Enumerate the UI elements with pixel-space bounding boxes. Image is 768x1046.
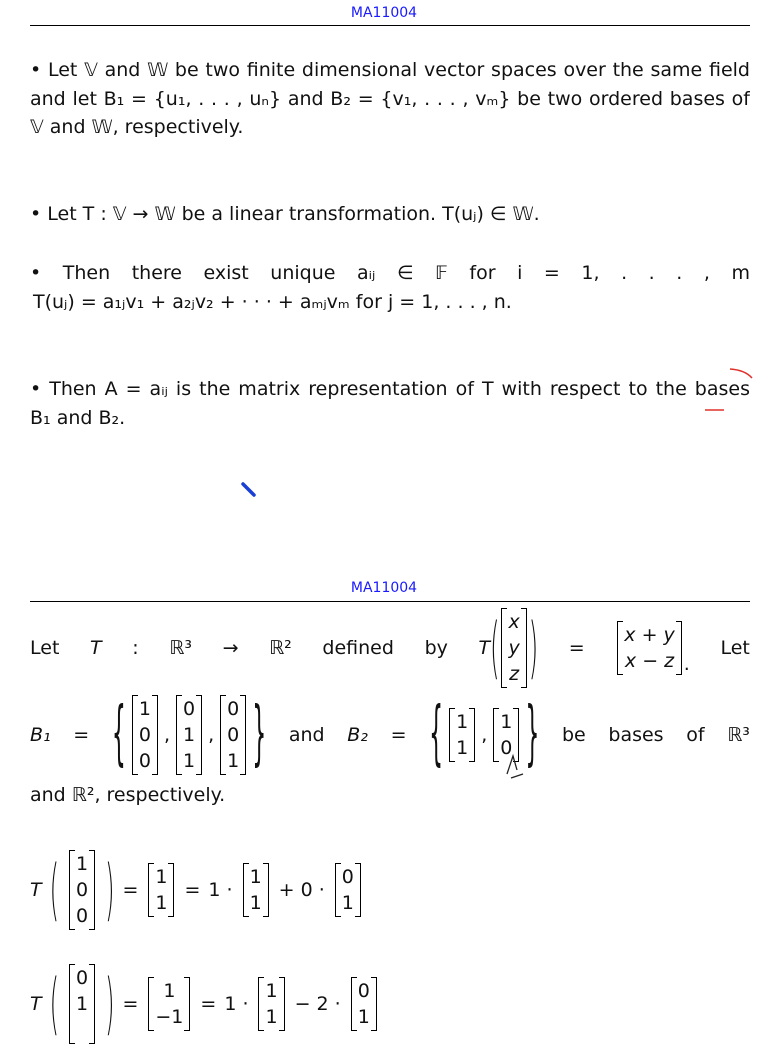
math-set: ℝ³: [169, 637, 192, 659]
text: be: [562, 724, 586, 746]
matrix-entry: 0: [138, 724, 151, 746]
matrix-entry: 1: [155, 866, 168, 888]
math-var: T: [478, 637, 491, 659]
output-vector: [617, 621, 682, 675]
paren: (: [49, 964, 59, 1044]
equals: =: [122, 993, 139, 1015]
matrix-entry: x: [508, 611, 520, 633]
matrix-entry: 0: [75, 905, 89, 927]
math-var: B₂: [347, 724, 368, 746]
bullet-text: B₁ and B₂.: [30, 407, 126, 429]
matrix-entry: 1: [500, 711, 513, 733]
brace: {: [111, 695, 126, 775]
comma: ,: [481, 724, 488, 746]
bullet-text: 𝕍 and 𝕎, respectively.: [30, 116, 244, 138]
text: by: [424, 637, 448, 659]
input-vector: [69, 964, 95, 1044]
basis-vector: [243, 863, 269, 917]
result-vector: [148, 863, 174, 917]
basis-vector: [258, 977, 284, 1031]
matrix-entry: 1: [155, 892, 168, 914]
brace: }: [525, 695, 540, 775]
basis-vector: [351, 977, 377, 1031]
equals: =: [200, 993, 217, 1015]
text: .: [683, 653, 690, 675]
slide-header: MA11004: [350, 580, 418, 596]
coefficient: 1 ·: [224, 993, 249, 1015]
bullet-text: • Let 𝕍 and 𝕎 be two finite dimensional vector spaces over the same field: [30, 59, 750, 81]
paren: (: [49, 850, 59, 930]
header-rule: [30, 601, 750, 602]
matrix-entry: 1: [163, 980, 176, 1002]
matrix-entry: 1: [265, 980, 278, 1002]
text: and: [288, 724, 325, 746]
basis-vector: [132, 695, 158, 775]
paren: (: [490, 608, 500, 688]
input-vector: [69, 850, 95, 930]
paren: ): [105, 850, 115, 930]
matrix-entry: 0: [500, 737, 513, 759]
definition-line: [30, 607, 750, 689]
brace: {: [429, 695, 444, 775]
matrix-entry: 0: [227, 698, 240, 720]
input-vector: [501, 608, 526, 688]
brace: }: [252, 695, 267, 775]
bullet-text: • Let T : 𝕍 → 𝕎 be a linear transformation. T(uⱼ) ∈ 𝕎.: [30, 203, 540, 225]
matrix-entry: 0: [341, 866, 354, 888]
bullet-text: and let B₁ = {u₁, . . . , uₙ} and B₂ = {v₁, . . . , vₘ} be two ordered bases of: [30, 88, 750, 110]
matrix-entry: 0: [138, 750, 151, 772]
equals: =: [568, 637, 585, 659]
equation-1: [30, 848, 750, 932]
arrow-symbol: →: [222, 637, 239, 659]
text: Let: [720, 637, 750, 659]
equals: =: [390, 724, 407, 746]
matrix-entry: 0: [357, 980, 370, 1002]
matrix-entry: 0: [183, 698, 196, 720]
matrix-entry: 1: [341, 892, 354, 914]
bullet-text: T(uⱼ) = a₁ⱼv₁ + a₂ⱼv₂ + · · · + aₘⱼvₘ for j = 1, . . . , n.: [33, 291, 512, 313]
coefficient: + 0 ·: [278, 879, 325, 901]
matrix-entry: −1: [155, 1006, 184, 1028]
matrix-entry: z: [509, 663, 520, 685]
matrix-entry: 1: [265, 1006, 278, 1028]
text: bases: [608, 724, 664, 746]
math-var: T: [90, 637, 102, 659]
handwritten-scribble: [503, 752, 527, 782]
math-set: ℝ³: [727, 724, 750, 746]
math-var: B₁: [30, 724, 51, 746]
text: :: [132, 637, 139, 659]
equals: =: [184, 879, 201, 901]
matrix-entry: 1: [249, 892, 262, 914]
matrix-entry: 1: [183, 750, 196, 772]
comma: ,: [208, 724, 215, 746]
comma: ,: [163, 724, 170, 746]
paren: ): [105, 964, 115, 1044]
math-set: ℝ²: [269, 637, 292, 659]
text: of: [686, 724, 705, 746]
paren: ): [528, 608, 539, 688]
red-pen-stroke: [730, 369, 752, 378]
matrix-entry: x − z: [624, 650, 675, 672]
matrix-entry: y: [508, 637, 520, 659]
matrix-entry: 1: [456, 711, 469, 733]
math-var: T: [30, 993, 42, 1015]
result-vector: [148, 977, 190, 1031]
equals: =: [73, 724, 90, 746]
matrix-entry: 0: [227, 724, 240, 746]
matrix-entry: 0: [75, 967, 89, 989]
blue-pen-stroke: [243, 484, 254, 495]
coefficient: − 2 ·: [294, 993, 341, 1015]
text: defined: [322, 637, 394, 659]
bases-line: [30, 693, 750, 777]
matrix-entry: 1: [249, 866, 262, 888]
equals: =: [122, 879, 139, 901]
text: Let: [30, 637, 60, 659]
equation-2: [30, 962, 750, 1046]
matrix-entry: 1: [183, 724, 196, 746]
bullet-text: • Then A = aᵢⱼ is the matrix representation of T with respect to the bases: [30, 378, 750, 400]
basis-vector: [449, 708, 475, 762]
matrix-entry: 1: [75, 993, 89, 1015]
matrix-entry: 1: [138, 698, 151, 720]
math-var: T: [30, 879, 42, 901]
matrix-entry: 0: [75, 879, 89, 901]
basis-vector: [176, 695, 202, 775]
matrix-entry: x + y: [624, 624, 675, 646]
basis-vector: [335, 863, 361, 917]
slide-header: MA11004: [350, 5, 418, 21]
matrix-entry: 1: [357, 1006, 370, 1028]
basis-vector: [220, 695, 246, 775]
bullet-text: • Then there exist unique aᵢⱼ ∈ 𝔽 for i = 1, . . . , m: [30, 262, 750, 284]
matrix-entry: 1: [456, 737, 469, 759]
matrix-entry: 1: [227, 750, 240, 772]
text-line: and ℝ², respectively.: [30, 784, 226, 806]
matrix-entry: [76, 1017, 88, 1043]
matrix-entry: 1: [75, 853, 89, 875]
coefficient: 1 ·: [208, 879, 233, 901]
